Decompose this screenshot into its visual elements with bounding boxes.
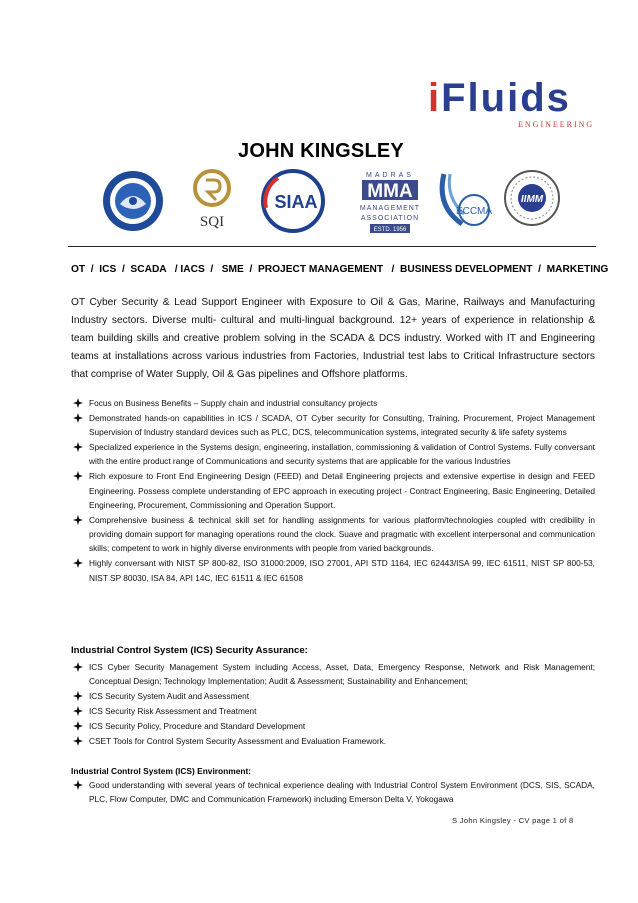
- list-item-text: Comprehensive business & technical skill set for handling assignments for various platform/technologies coupled with credibility in providing domain support for managing operations round the clock. Suave and pragmatic with excellent interpersonal and communication skills; competent to work in highly diverse environments with people from varied backgrounds.: [89, 514, 595, 554]
- diamond-bullet-icon: [73, 780, 83, 790]
- list-item-text: ICS Security Risk Assessment and Treatment: [89, 706, 257, 717]
- logo-word: Fluids: [441, 76, 571, 120]
- list-item: [71, 440, 595, 469]
- list-item: [71, 734, 595, 748]
- diamond-bullet-icon: [73, 691, 83, 701]
- siaa-label: SIAA: [274, 192, 318, 212]
- list-item-text: ICS Security System Audit and Assessment: [89, 691, 250, 702]
- iimm-logo-icon: [502, 168, 562, 230]
- diamond-bullet-icon: [73, 558, 83, 568]
- diamond-bullet-icon: [73, 515, 83, 525]
- list-item-text: CSET Tools for Control System Security Assessment and Evaluation Framework.: [89, 735, 387, 746]
- mma-top: MADRAS: [366, 172, 414, 179]
- list-item: [71, 704, 595, 718]
- header-divider: [68, 246, 596, 247]
- list-item: [71, 689, 595, 703]
- profile-summary: OT Cyber Security & Lead Support Engineer with Exposure to Oil & Gas, Marine, Railways and Manufacturing Industry sectors. Diverse multi- cultural and multi-lingual background. 12+ years of experience in relationship & team building skills and creative problem solving in the SCADA & DCS industry. Worked with IT and Engineering teams at installations across various industries from Factories, Industrial test labs to Critical Infrastructure sectors that comprise of Water Supply, Oil & Gas pipelines and Offshore platforms.: [71, 297, 595, 380]
- diamond-bullet-icon: [73, 413, 83, 423]
- list-item: [71, 778, 595, 807]
- candidate-name: JOHN KINGSLEY: [238, 140, 404, 162]
- diamond-bullet-icon: [73, 706, 83, 716]
- mma-est: ESTD. 1956: [373, 227, 407, 233]
- list-item: [71, 469, 595, 512]
- iimm-label: IIMM: [520, 194, 544, 205]
- certification-logos: [98, 168, 560, 236]
- diamond-bullet-icon: [73, 662, 83, 672]
- mma-line1: MANAGEMENT: [359, 205, 421, 212]
- sqi-label: SQI: [199, 214, 225, 230]
- ics-security-list: [71, 660, 595, 749]
- list-item-text: Specialized experience in the Systems design, engineering, installation, commissioning & validation of Control Systems. Fully conversant with the entire product range of Communications and security systems that are applicable for the various Industries: [89, 442, 595, 467]
- list-item: [71, 660, 595, 689]
- list-item-text: ICS Security Policy, Procedure and Standard Development: [89, 720, 306, 731]
- list-item-text: Focus on Business Benefits – Supply chain and industrial consultancy projects: [89, 398, 378, 408]
- diamond-bullet-icon: [73, 442, 83, 452]
- list-item-text: Rich exposure to Front End Engineering Design (FEED) and Detail Engineering projects and extensive expertise in design and FEED Engineering. Possess complete understanding of EPC approach in executing project - Contract Engineering, Basic Engineering, Detailed Engineering, Procurement, Commissioning and Operation Support.: [89, 471, 595, 510]
- list-item: [71, 396, 595, 410]
- seal-logo-icon: [98, 168, 168, 234]
- eccma-label: ECCMA: [455, 206, 493, 217]
- mma-word: MMA: [367, 181, 413, 202]
- logo-subtitle: ENGINEERING: [518, 120, 595, 129]
- list-item-text: Demonstrated hands-on capabilities in ICS / SCADA, OT Cyber security for Consulting, Training, Procurement, Project Management Supervision of Industry standard devices such as PLC, DCS, telecommunication systems, integrated security & life safety systems: [89, 412, 595, 438]
- diamond-bullet-icon: [73, 471, 83, 481]
- highlights-list: [71, 396, 595, 585]
- list-item-text: Good understanding with several years of technical experience dealing with Industrial Control System Environment (DCS, SIS, SCADA, PLC, Flow Computer, DMC and Communication Framework) including Emerson Delta V, Yokogawa: [89, 780, 595, 805]
- list-item: [71, 513, 595, 556]
- diamond-bullet-icon: [73, 398, 83, 408]
- list-item-text: Highly conversant with NIST SP 800-82, ISO 31000:2009, ISO 27001, API STD 1164, IEC 62443/ISA 99, IEC 61511, NIST SP 800-53, NIST SP 80030, ISA 84, API 14C, IEC 61511 & IEC 61508: [89, 558, 595, 583]
- mma-line2: ASSOCIATION: [360, 215, 420, 222]
- page-footer: S John Kingsley - CV page 1 of 8: [452, 816, 574, 825]
- diamond-bullet-icon: [73, 736, 83, 746]
- logo-letter: i: [428, 76, 442, 120]
- list-item: [71, 411, 595, 440]
- list-item: [71, 556, 595, 585]
- list-item: [71, 719, 595, 733]
- expertise-tags: OT / ICS / SCADA / IACS / SME / PROJECT MANAGEMENT / BUSINESS DEVELOPMENT / MARKETING: [71, 264, 609, 275]
- list-item-text: ICS Cyber Security Management System including Access, Asset, Data, Emergency Response, Network and Risk Management; Conceptual Design; Technology Implementation; Audit & Assessment; Sustainability and Enhancement;: [89, 662, 595, 687]
- eccma-logo-icon: [434, 168, 500, 234]
- ifluids-logo: [428, 76, 598, 134]
- ics-environment-list: [71, 778, 595, 807]
- section-heading-ics-environment: Industrial Control System (ICS) Environment:: [71, 766, 252, 776]
- section-heading-ics-security: Industrial Control System (ICS) Security Assurance:: [71, 645, 308, 656]
- sqi-logo-icon: [190, 168, 234, 230]
- diamond-bullet-icon: [73, 721, 83, 731]
- mma-logo-icon: [354, 168, 426, 236]
- siaa-logo-icon: [258, 168, 328, 234]
